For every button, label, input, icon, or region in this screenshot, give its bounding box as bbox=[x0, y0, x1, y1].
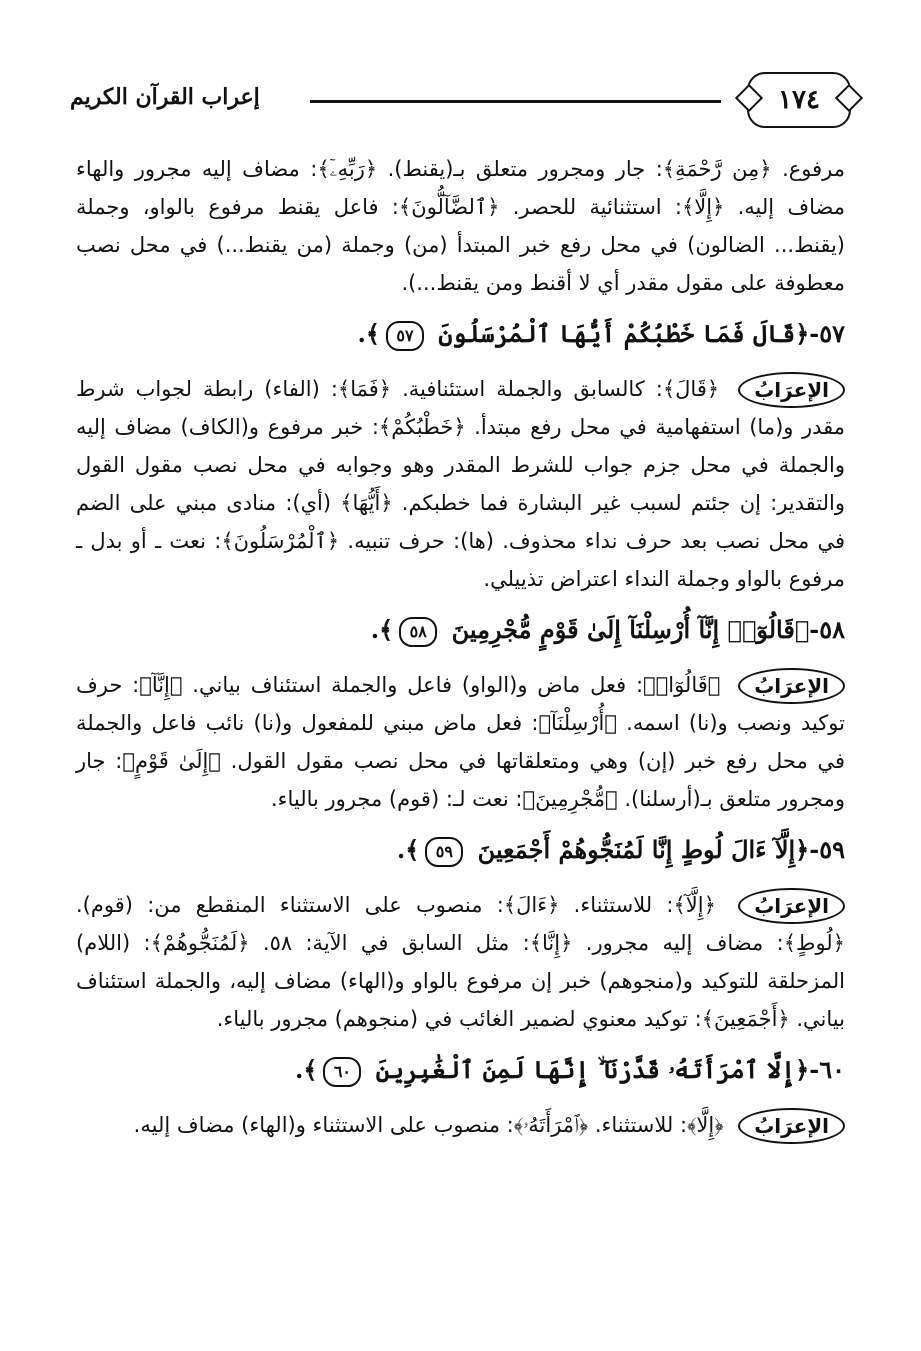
page-header bbox=[70, 72, 851, 132]
verse-close: ﴾. bbox=[396, 835, 420, 864]
verse-close: ﴾. bbox=[357, 319, 380, 348]
irab-paragraph bbox=[76, 666, 845, 818]
verse-text: ﴿إِلَّآ ءَالَ لُوطٍ إِنَّا لَمُنَجُّوهُمْ أَجْمَعِينَ bbox=[477, 835, 810, 864]
header-rule bbox=[310, 100, 721, 103]
irab-text: ﴿إِلَّآ﴾: للاستثناء. ﴿ءَالَ﴾: منصوب على الاستثناء المنقطع من: (قوم). ﴿لُوطٍ﴾: مضاف إليه مجرور. ﴿إِنَّا﴾: مثل السابق في الآية: ٥٨. ﴿لَمُنَجُّوهُمْ﴾: (اللام) المزحلقة للتوكيد و(منجوهم) خبر إن مرفوع بالواو و(الهاء) مضاف إليه، والجملة استئناف بياني. ﴿أَجْمَعِينَ﴾: توكيد معنوي لضمير الغائب في (منجوهم) مجرور بالياء. bbox=[76, 893, 845, 1031]
verse-60 bbox=[76, 1050, 845, 1090]
irab-badge: الإعرَابُ bbox=[738, 1108, 845, 1144]
verse-59 bbox=[76, 830, 845, 870]
verse-text: ﴿قَالُوٓا۟ إِنَّآ أُرْسِلْنَآ إِلَىٰ قَوْمٍ مُّجْرِمِينَ bbox=[451, 615, 810, 644]
verse-text: ﴿إِلَّا ٱمْرَأَتَهُۥ قَدَّرْنَآ ۙ إِنَّهَا لَمِنَ ٱلْغَٰبِرِينَ bbox=[375, 1055, 810, 1084]
book-title: إعراب القرآن الكريم bbox=[70, 84, 260, 110]
irab-text: ﴿إِلَّا﴾: للاستثناء. ﴿ٱمْرَأَتَهُۥ﴾: منصوب على الاستثناء و(الهاء) مضاف إليه. bbox=[133, 1113, 724, 1137]
verse-57 bbox=[76, 314, 845, 354]
verse-number: ٥٧- bbox=[809, 319, 845, 348]
irab-badge: الإعرَابُ bbox=[738, 888, 845, 924]
page-content bbox=[76, 150, 845, 1156]
verse-end-marker: ٥٨ bbox=[399, 617, 437, 647]
verse-number: ٥٩- bbox=[809, 835, 845, 864]
verse-close: ﴾. bbox=[370, 615, 394, 644]
irab-badge: الإعرَابُ bbox=[738, 372, 845, 408]
irab-text: ﴿قَالَ﴾: كالسابق والجملة استئنافية. ﴿فَمَا﴾: (الفاء) رابطة لجواب شرط مقدر و(ما) استفهامية في محل رفع مبتدأ. ﴿خَطْبُكُمْ﴾: خبر مرفوع و(الكاف) مضاف إليه والجملة في محل جزم جواب للشرط المقدر وهو وجوابه في محل نصب مقول القول والتقدير: إن جئتم لسبب غير البشارة فما خطبكم. ﴿أَيُّهَا﴾ (أي): منادى مبني على الضم في محل نصب بعد حرف نداء محذوف. (ها): حرف تنبيه. ﴿ٱلْمُرْسَلُونَ﴾: نعت ـ أو بدل ـ مرفوع بالواو وجملة النداء اعتراض تذييلي. bbox=[76, 377, 845, 591]
irab-paragraph bbox=[76, 1106, 845, 1144]
verse-text: ﴿قَالَ فَمَا خَطْبُكُمْ أَيُّهَا ٱلْمُرْسَلُونَ bbox=[438, 319, 810, 348]
verse-close: ﴾. bbox=[295, 1055, 318, 1084]
verse-end-marker: ٥٩ bbox=[425, 837, 463, 867]
irab-text: ﴿قَالُوٓا۟﴾: فعل ماض و(الواو) فاعل والجملة استئناف بياني. ﴿إِنَّآ﴾: حرف توكيد ونصب و(نا) اسمه. ﴿أُرْسِلْنَآ﴾: فعل ماض مبني للمفعول و(نا) نائب فاعل والجملة في محل رفع خبر (إن) وهي ومتعلقاتها في محل نصب مقول القول. ﴿إِلَىٰ قَوْمٍ﴾: جار ومجرور متلعق بـ(أرسلنا). ﴿مُّجْرِمِينَ﴾: نعت لـ: (قوم) مجرور بالياء. bbox=[76, 673, 845, 811]
verse-end-marker: ٦٠ bbox=[323, 1057, 361, 1087]
verse-end-marker: ٥٧ bbox=[386, 321, 424, 351]
irab-paragraph bbox=[76, 370, 845, 598]
page-number: ١٧٤ bbox=[747, 72, 851, 128]
paragraph bbox=[76, 150, 845, 302]
verse-number: ٥٨- bbox=[809, 615, 845, 644]
verse-number: ٦٠- bbox=[809, 1055, 845, 1084]
irab-badge: الإعرَابُ bbox=[738, 668, 845, 704]
verse-58 bbox=[76, 610, 845, 650]
paragraph-text: مرفوع. ﴿مِن رَّحْمَةِ﴾: جار ومجرور متعلق بـ(يقنط). ﴿رَبِّهِۦٓ﴾: مضاف إليه مجرور والهاء مضاف إليه. ﴿إِلَّا﴾: استثنائية للحصر. ﴿ٱلضَّآلُّونَ﴾: فاعل يقنط مرفوع بالواو، وجملة (يقنط... الضالون) في محل رفع خبر المبتدأ (من) وجملة (من يقنط...) في محل نصب معطوفة على مقول مقدر أي لا أقنط ومن يقنط...). bbox=[76, 157, 845, 295]
irab-paragraph bbox=[76, 886, 845, 1038]
